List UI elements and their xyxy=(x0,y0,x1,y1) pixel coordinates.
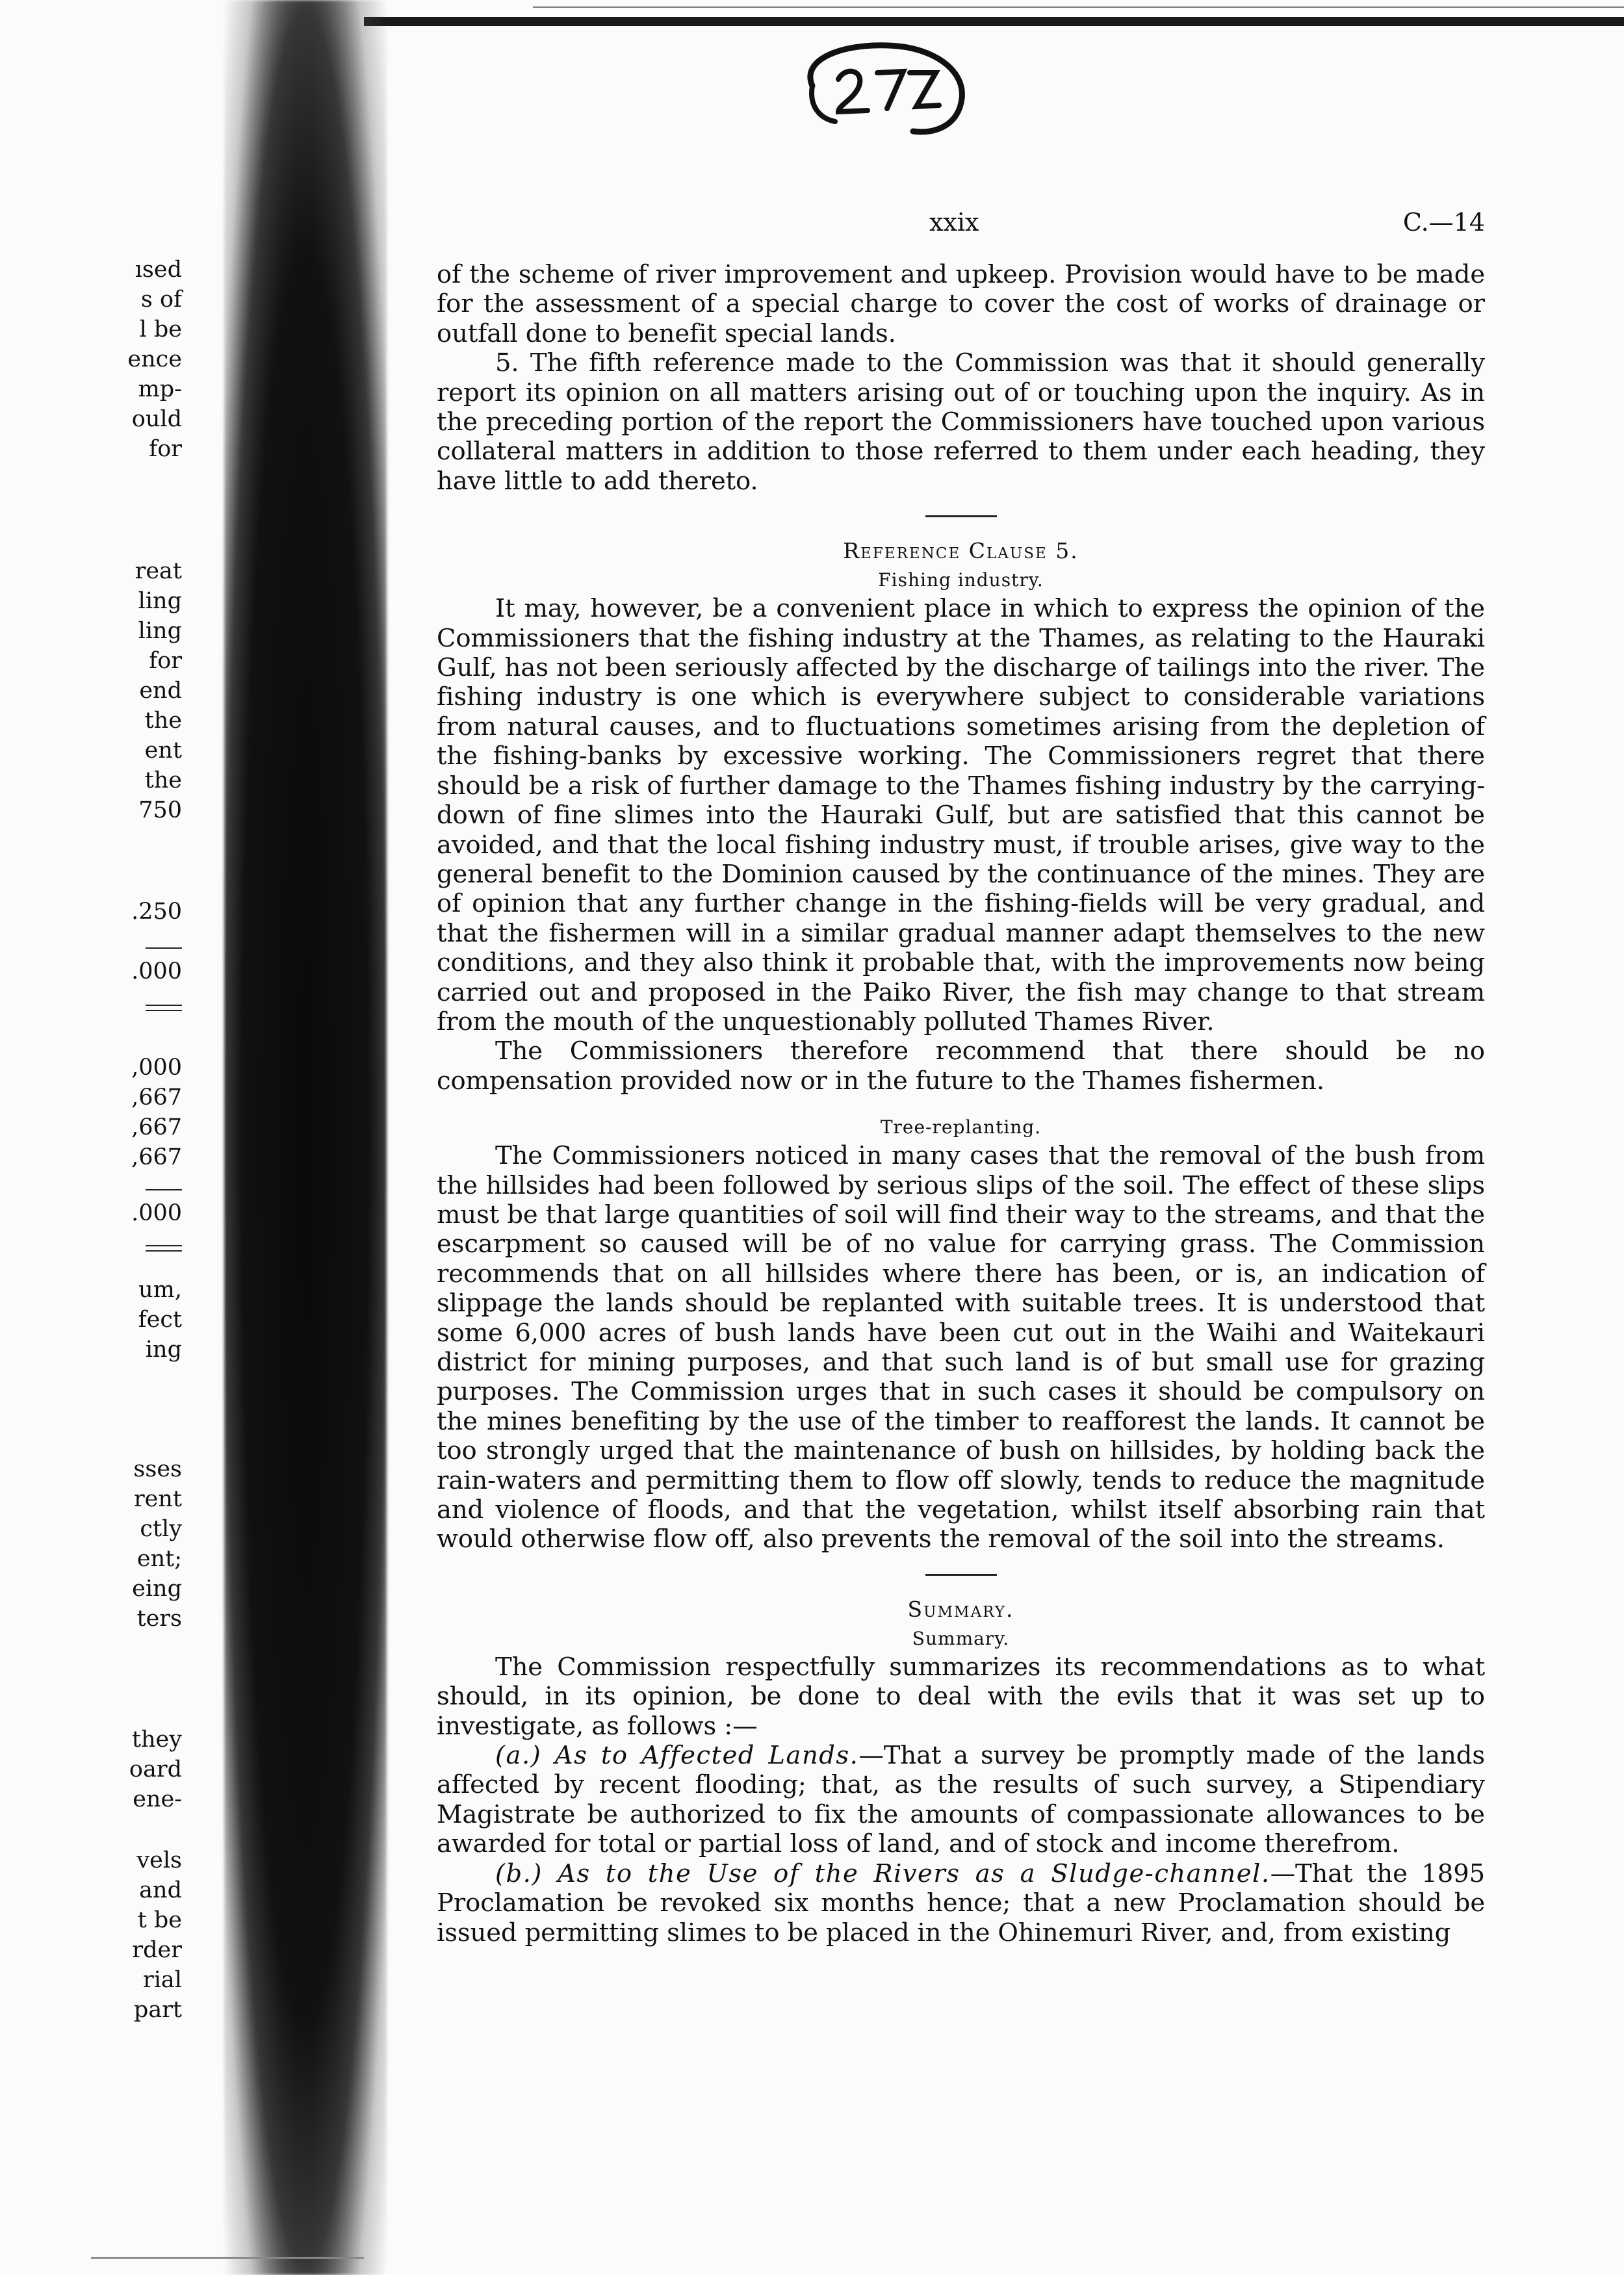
fragment-text: rent xyxy=(133,1486,182,1512)
section-heading-reference-clause: Reference Clause 5. xyxy=(843,538,1079,564)
item-label-affected-lands: (a.) As to Affected Lands. xyxy=(495,1741,859,1771)
fragment-double-rule xyxy=(146,1245,182,1246)
section-divider xyxy=(925,515,997,517)
document-code: C.—14 xyxy=(1402,208,1485,237)
top-thin-rule xyxy=(533,6,1624,8)
section-divider xyxy=(925,1574,997,1576)
fragment-text: ,667 xyxy=(131,1085,182,1111)
page-number-roman: xxix xyxy=(929,208,979,237)
item-text-affected-lands: —That a survey be promptly made of the lands affected by recent flooding; that, as the results of such survey, a Stipendiary Magistrate be authorized to fix the amounts of compassionate allowances to be awarded for total or partial loss of land, and of stock and income therefrom. xyxy=(437,1741,1485,1859)
fragment-double-rule xyxy=(146,1005,182,1006)
fragment-text: s of xyxy=(140,287,182,313)
fragment-text: reat xyxy=(135,558,182,584)
fragment-double-rule xyxy=(146,1250,182,1252)
fragment-text: oard xyxy=(129,1756,182,1782)
bottom-rule xyxy=(91,2257,364,2259)
fragment-text: ,000 xyxy=(131,1055,182,1081)
fragment-text: the xyxy=(144,708,182,734)
fragment-text: the xyxy=(144,767,182,793)
fragment-rule xyxy=(146,947,182,949)
fragment-text: ing xyxy=(145,1337,182,1363)
fragment-text: for xyxy=(149,648,182,674)
fragment-text: for xyxy=(149,436,182,462)
fragment-text: sses xyxy=(133,1456,182,1482)
fragment-text: vels xyxy=(136,1847,182,1873)
page-header xyxy=(435,208,1485,247)
binding-gutter-shadow xyxy=(224,0,387,2275)
paragraph-continuation: of the scheme of river improvement and upkeep. Provision would have to be made for the assessment of a special charge to cover the cost of works of drainage or outfall done to benefit special lands. xyxy=(437,260,1485,348)
fragment-text: rial xyxy=(143,1967,182,1993)
fragment-text: ould xyxy=(131,406,182,432)
fragment-text: fect xyxy=(138,1307,182,1333)
subheading-summary: Summary. xyxy=(912,1627,1010,1649)
fragment-text: ,667 xyxy=(131,1114,182,1140)
main-text-column xyxy=(437,260,1485,1947)
paragraph-affected-lands xyxy=(437,1741,1485,1859)
fragment-text: ctly xyxy=(140,1516,182,1542)
item-text-sludge-channel: —That the 1895 Proclamation be revoked six months hence; that a new Proclamation should be issued permitting slimes to be placed in the Ohinemuri River, and, from existing xyxy=(437,1858,1485,1947)
fragment-text: ısed xyxy=(135,257,182,283)
fragment-text: t be xyxy=(137,1907,182,1933)
item-label-sludge-channel: (b.) As to the Use of the Rivers as a Sludge-channel. xyxy=(495,1858,1270,1888)
fragment-text: ene- xyxy=(133,1786,182,1812)
paragraph-fifth-reference: 5. The fifth reference made to the Commission was that it should generally report its opinion on all matters arising out of or touching upon the inquiry. As in the preceding portion of the report the Commissioners have touched upon various collateral matters in addition to those referred to them under each heading, they have little to add thereto. xyxy=(437,348,1485,496)
fragment-text: .000 xyxy=(131,1200,182,1226)
fragment-text: mp- xyxy=(138,376,182,402)
fragment-text: ling xyxy=(138,618,182,644)
subheading-tree-replanting: Tree-replanting. xyxy=(880,1116,1042,1138)
fragment-text: um, xyxy=(138,1277,182,1303)
fragment-text: ling xyxy=(138,588,182,614)
fragment-text: .000 xyxy=(131,958,182,984)
paragraph-sludge-channel xyxy=(437,1859,1485,1947)
fragment-double-rule xyxy=(146,1010,182,1011)
fragment-text: .250 xyxy=(131,899,182,925)
fragment-text: l be xyxy=(139,316,182,342)
handwritten-page-number-stamp xyxy=(773,34,975,138)
fragment-text: ent; xyxy=(136,1546,182,1572)
fragment-text: ,667 xyxy=(131,1144,182,1170)
fragment-text: 750 xyxy=(138,797,182,823)
fragment-text: ters xyxy=(136,1606,182,1632)
paragraph-summary-intro: The Commission respectfully summarizes its recommendations as to what should, in its opinion, be done to deal with the evils that it was set up to investigate, as follows :— xyxy=(437,1652,1485,1741)
top-border-rule xyxy=(364,17,1624,26)
fragment-text: end xyxy=(139,678,182,704)
paragraph-no-compensation: The Commissioners therefore recommend that there should be no compensation provided now or in the future to the Thames fishermen. xyxy=(437,1036,1485,1096)
fragment-rule xyxy=(146,1189,182,1190)
subheading-fishing-industry: Fishing industry. xyxy=(878,569,1044,591)
fragment-text: rder xyxy=(132,1937,182,1963)
paragraph-tree-replanting: The Commissioners noticed in many cases that the removal of the bush from the hillsides had been followed by serious slips of the soil. The effect of these slips must be that large quantities of soil will find their way to the streams, and that the escarpment so caused will be of no value for carrying grass. The Commission recommends that on all hillsides where there has been, or is, an indication of slippage the lands should be replanted with suitable trees. It is understood that some 6,000 acres of bush lands have been cut out in the Waihi and Waitekauri district for mining purposes, and that such land is of but small use for grazing purposes. The Commission urges that in such cases it should be compulsory on the mines benefiting by the use of the timber to reafforest the lands. It cannot be too strongly urged that the maintenance of bush on hillsides, by holding back the rain-waters and permitting them to flow off slowly, tends to reduce the magnitude and violence of floods, and that the vegetation, whilst itself absorbing rain that would otherwise flow off, also prevents the removal of the soil into the streams. xyxy=(437,1141,1485,1554)
fragment-text: they xyxy=(131,1727,182,1753)
fragment-text: ent xyxy=(144,738,182,764)
section-heading-summary: Summary. xyxy=(907,1596,1014,1622)
paragraph-fishing-industry: It may, however, be a convenient place in which to express the opinion of the Commissioners that the fishing industry at the Thames, as relating to the Hauraki Gulf, has not been seriously affected by the discharge of tailings into the river. The fishing industry is one which is everywhere subject to considerable variations from natural causes, and to fluctuations sometimes arising from the depletion of the fishing-banks by excessive working. The Commissioners regret that there should be a risk of further damage to the Thames fishing industry by the carrying-down of fine slimes into the Hauraki Gulf, but are satisfied that this cannot be avoided, and that the local fishing industry must, if trouble arises, give way to the general benefit to the Dominion caused by the continuance of the mines. They are of opinion that any further change in the fishing-fields will be very gradual, and that the fishermen will in a similar gradual manner adapt themselves to the new conditions, and they also think it probable that, with the improvements now being carried out and proposed in the Paiko River, the fish may change to that stream from the mouth of the unquestionably polluted Thames River. xyxy=(437,594,1485,1036)
fragment-text: part xyxy=(133,1997,182,2023)
fragment-text: ence xyxy=(127,346,182,372)
fragment-text: and xyxy=(139,1877,182,1903)
fragment-text: eing xyxy=(132,1576,182,1602)
